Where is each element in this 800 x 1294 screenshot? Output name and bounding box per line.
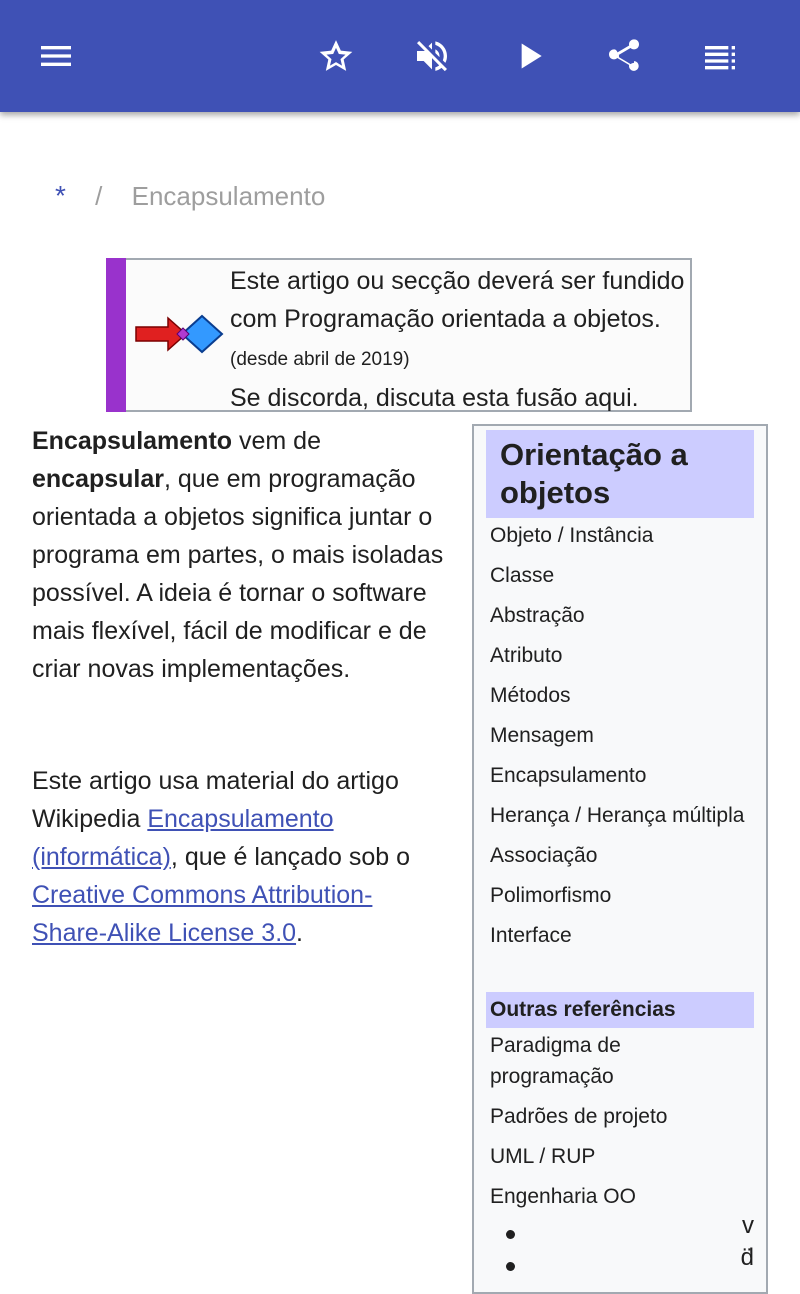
- infobox-links: [490, 516, 750, 956]
- share-button[interactable]: [596, 28, 652, 84]
- list-item: [504, 1244, 754, 1282]
- infobox-title: Orientação a objetos: [486, 430, 754, 518]
- infobox-link[interactable]: Classe: [490, 564, 555, 587]
- merge-notice: [106, 258, 692, 412]
- bullet-icon: [506, 1230, 515, 1239]
- breadcrumb-home[interactable]: *: [55, 180, 66, 211]
- infobox-link[interactable]: Padrões de projeto: [490, 1105, 668, 1128]
- attribution-paragraph: [32, 762, 444, 952]
- infobox-link[interactable]: Atributo: [490, 644, 563, 667]
- breadcrumb-separator: /: [95, 181, 103, 211]
- infobox-link[interactable]: Abstração: [490, 604, 585, 627]
- attribution-text-1: Este artigo usa material do artigo Wikipedia: [32, 767, 399, 833]
- merge-arrow-icon: [134, 312, 226, 356]
- play-icon: [510, 36, 550, 76]
- notice-accent-bar: [106, 258, 126, 412]
- list-item: [504, 1212, 754, 1250]
- menu-icon: [36, 36, 76, 76]
- breadcrumb-current: Encapsulamento: [131, 181, 326, 211]
- notice-text: [230, 262, 690, 417]
- infobox-link[interactable]: Objeto / Instância: [490, 524, 654, 547]
- infobox-nav-list: [504, 1212, 754, 1282]
- share-icon: [604, 36, 644, 76]
- intro-paragraph: [32, 422, 444, 688]
- infobox-link[interactable]: Mensagem: [490, 724, 594, 747]
- infobox-link[interactable]: UML / RUP: [490, 1145, 596, 1168]
- infobox-link[interactable]: Encapsulamento: [490, 764, 647, 787]
- infobox-link[interactable]: Associação: [490, 844, 598, 867]
- article-body: [32, 422, 444, 952]
- term-bold: Encapsulamento: [32, 427, 233, 455]
- notice-date: (desde abril de 2019): [230, 349, 410, 370]
- infobox-links-other: [490, 1026, 750, 1217]
- contents-button[interactable]: [692, 28, 748, 84]
- play-button[interactable]: [502, 28, 558, 84]
- star-outline-icon: [316, 36, 356, 76]
- infobox-link[interactable]: Engenharia OO: [490, 1185, 636, 1208]
- intro-text-2: , que em programação orientada a objetos significa juntar o programa em partes, o mais isoladas possível. A ideia é tornar o software mais flexível, fácil de modificar e de criar novas implementações.: [32, 465, 444, 683]
- wikipedia-article-link[interactable]: Encapsulamento (informática): [32, 805, 334, 871]
- navigation-infobox: [472, 424, 768, 1294]
- attribution-text-3: .: [296, 919, 303, 947]
- infobox-link[interactable]: Interface: [490, 924, 572, 947]
- mute-button[interactable]: [404, 28, 460, 84]
- intro-text-1: vem de: [232, 427, 321, 455]
- nav-discuss-link[interactable]: d̈: [740, 1244, 754, 1271]
- attribution-text-2: , que é lançado sob o: [170, 843, 410, 871]
- notice-discuss: Se discorda, discuta esta fusão aqui.: [230, 384, 639, 412]
- term-bold-2: encapsular: [32, 465, 165, 493]
- breadcrumb: [55, 180, 325, 212]
- license-link[interactable]: Creative Commons Attribution-Share-Alike License 3.0: [32, 881, 373, 947]
- infobox-link[interactable]: Polimorfismo: [490, 884, 612, 907]
- volume-off-icon: [412, 36, 452, 76]
- playlist-icon: [700, 36, 740, 76]
- notice-main: Este artigo ou secção deverá ser fundido com Programação orientada a objetos.: [230, 267, 685, 333]
- bullet-icon: [506, 1262, 515, 1271]
- app-bar: [0, 0, 800, 112]
- infobox-link[interactable]: Métodos: [490, 684, 571, 707]
- favorite-button[interactable]: [308, 28, 364, 84]
- nav-view-link[interactable]: v: [742, 1212, 754, 1239]
- infobox-link[interactable]: Herança / Herança múltipla: [490, 804, 745, 827]
- infobox-link[interactable]: Paradigma de programação: [490, 1034, 621, 1088]
- infobox-subheading: Outras referências: [486, 992, 754, 1028]
- menu-button[interactable]: [28, 28, 84, 84]
